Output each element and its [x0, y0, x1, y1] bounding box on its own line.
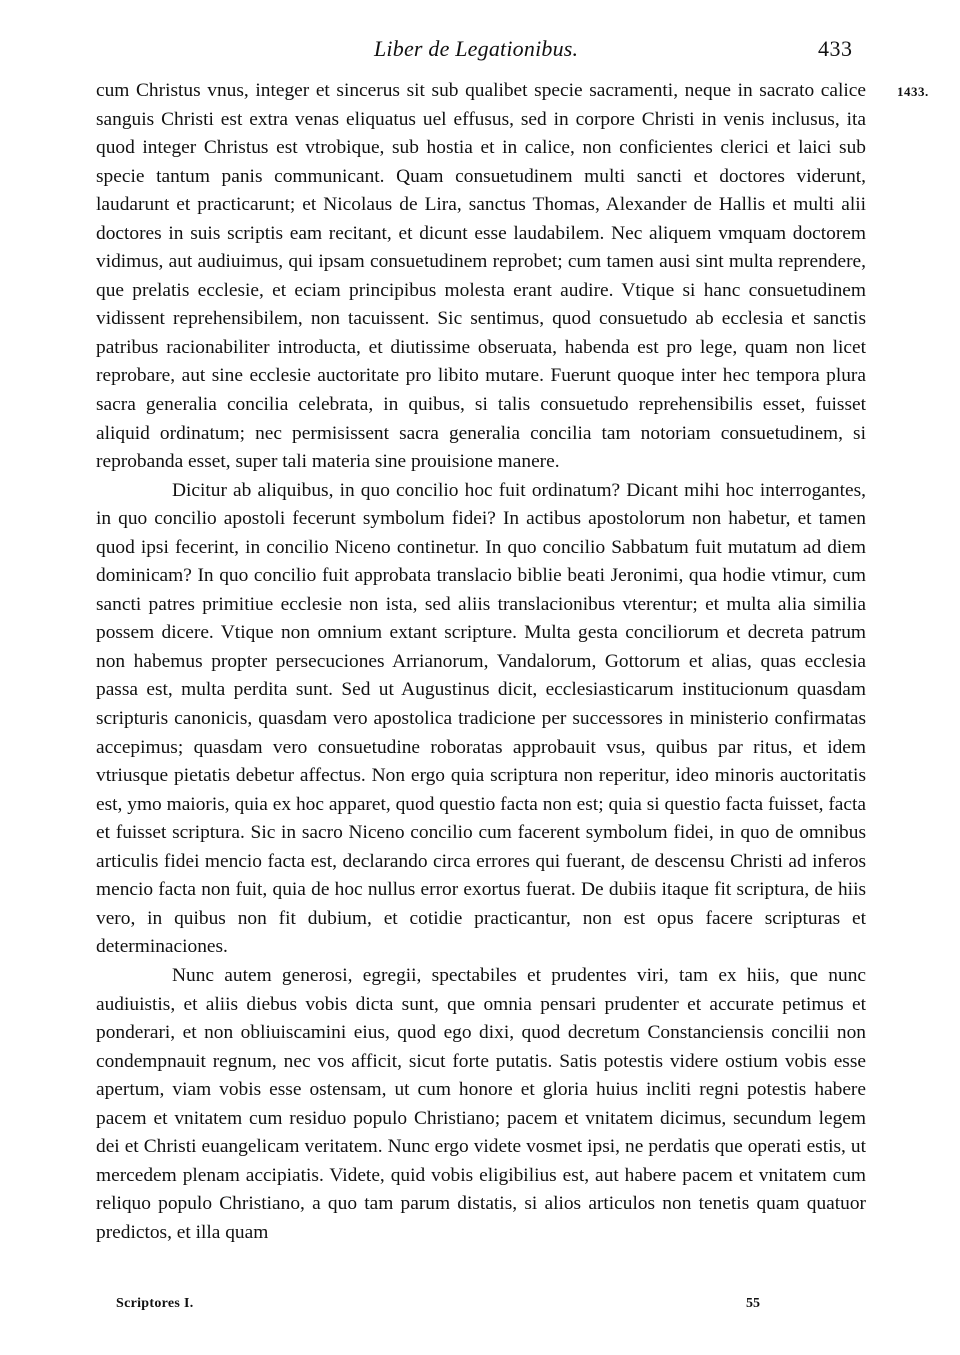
paragraph-2: Dicitur ab aliquibus, in quo concilio hoc fuit ordinatum? Dicant mihi hoc interrogantes, in quo concilio apostoli fecerunt symbolum fidei? In actibus apostolorum non habetur, et tamen quod ipsi fecerint, in concilio Niceno continetur. In quo concilio Sabbatum fuit mutatum ad diem dominicam? In quo concilio fuit approbata translacio biblie beati Jeronimi, qua hodie vtimur, cum sancti patres primitiue ecclesie non ista, sed aliis translacionibus vterentur; et multa alia similia possem dicere. Vtique non omnium extant scripture. Multa gesta conciliorum et decreta patrum non habemus propter persecuciones Arrianorum, Vandalorum, Gottorum et alias, quas ecclesia passa est, multa perdita sunt. Sed ut Augustinus dicit, ecclesiasticarum institucionum quasdam scripturis canonicis, quasdam vero apostolica tradicione per successores in ministerio confirmatas accepimus; quasdam vero consuetudine roboratas approbauit vsus, quibus par ritus, et idem vtriusque pietatis debetur affectus. Non ergo quia scriptura non reperitur, ideo minoris auctoritatis est, ymo maioris, quia ex hoc apparet, quod questio facta non est; quia si questio facta fuisset, facta et fuisset scriptura. Sic in sacro Niceno concilio cum facerent symbolum fidei, in quo de omnibus articulis fidei mencio facta est, declarando circa errores qui fuerant, de descensu Christi ad inferos mencio facta non fuit, quia de hoc nullus error exortus fuerat. De dubiis itaque fit scriptura, de hiis vero, in quibus non fit dubium, et cotidie practicantur, non est opus facere scripturas et determinaciones. [96, 479, 866, 958]
page-header [0, 36, 960, 66]
running-title: Liber de Legationibus. [374, 36, 579, 61]
paragraph-1: cum Christus vnus, integer et sincerus sit sub qualibet specie sacramenti, neque in sacrato calice sanguis Christi est extra venas eliquatus uel effusus, sed in corpore Christi in venis inclusus, ita quod integer Christus est vtrobique, sub hostia et in calice, non conficientes clerici et laici sub specie tantum panis communicant. Quam consuetudinem multi sancti et doctores viderunt, laudarunt et practicarunt; et Nicolaus de Lira, sanctus Thomas, Alexander de Hallis et multi alii doctores in suis scriptis eam recitant, et dicunt esse laudabilem. Nec aliquem vmquam doctorem vidimus, aut audiuimus, qui ipsam consuetudinem reprobet; cum tamen ausi sint multa reprendere, que prelatis ecclesie, et eciam principibus molesta erant audire. Vtique si hanc consuetudinem vidissent reprehensibilem, non tacuissent. Sic sentimus, quod consuetudo ab ecclesia et sanctis patribus racionabiliter introducta, et diutissime obseruata, habenda est pro lege, quam non licet reprobare, aut sine ecclesie auctoritate pro libito mutare. Fuerunt quoque inter hec tempora plura sacra generalia concilia celebrata, in quibus, si talis consuetudo reprehensibilis esset, fuisset aliquid ordinatum; nec permisissent sacra generalia concilia tam notoriam consuetudinem, si reprobanda esset, super tali materia sine prouisione manere. [96, 80, 866, 473]
sheet-number: 55 [746, 1296, 760, 1311]
margin-year-note: 1433. [897, 84, 929, 99]
signature-mark: Scriptores I. [116, 1296, 194, 1311]
page-footer [0, 1296, 960, 1316]
main-text [96, 77, 866, 1247]
paragraph-3: Nunc autem generosi, egregii, spectabiles et prudentes viri, tam ex hiis, que nunc audiuistis, et aliis diebus vobis dicta sunt, que omnia pensari prudenter et accurate petimus et ponderari, et non obliuiscamini eius, quod ego dixi, quod decretum Constanciensis concilii non condempnauit regnum, nec vos afficit, sicut forte putatis. Satis potestis videre ostium vobis esse apertum, viam vobis esse ostensam, ut cum honore et gloria huius incliti regni potestis habere pacem et vnitatem cum residuo populo Christiano; pacem et vnitatem dicimus, secundum legem dei et Christi euangelicam veritatem. Nunc ergo videte vosmet ipsi, ne perdatis que operati estis, ut mercedem plenam accipiatis. Videte, quid vobis eligibilius est, aut habere pacem et vnitatem cum reliquo populo Christiano, a quo tam parum distatis, si alios articulos non tenetis quam quatuor predictos, et illa quam [96, 964, 866, 1243]
page-number: 433 [818, 36, 853, 61]
